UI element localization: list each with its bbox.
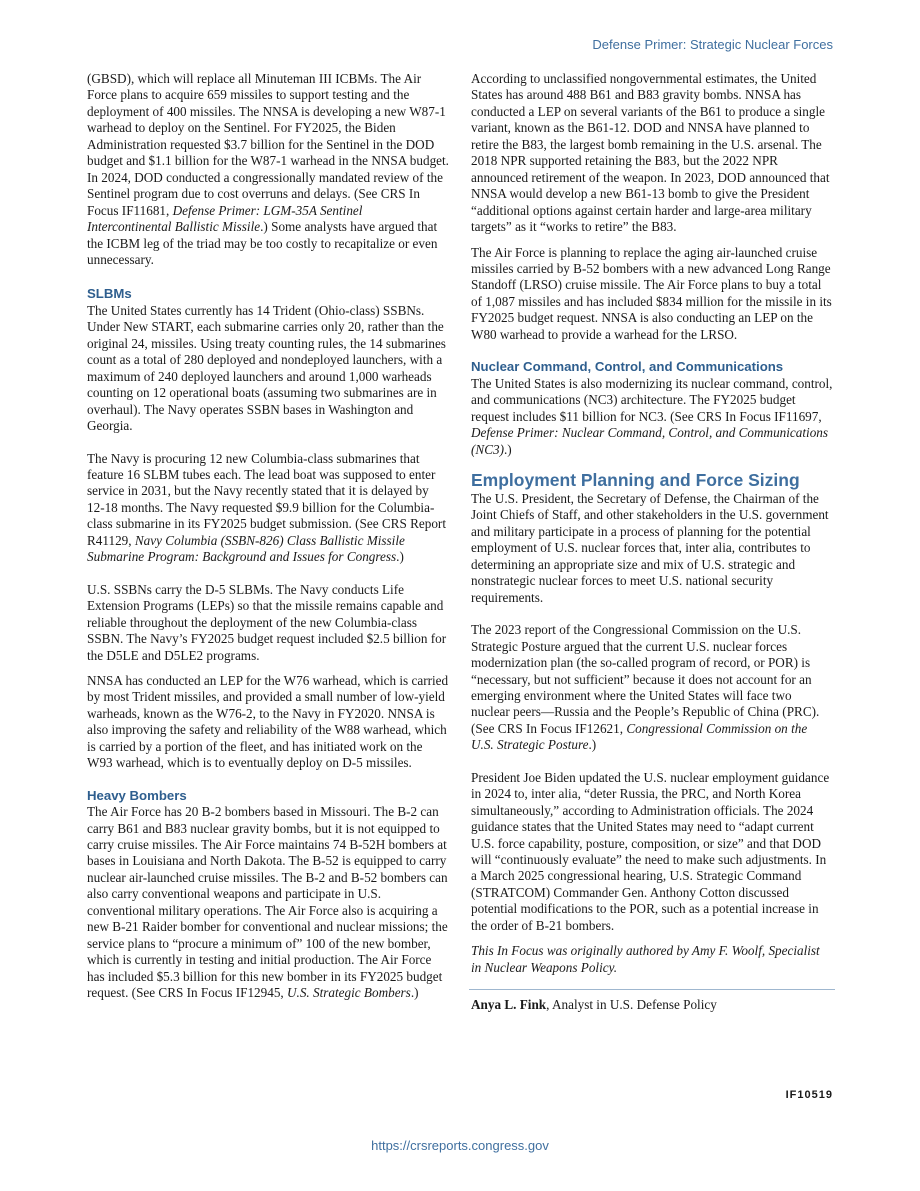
running-header-title: Defense Primer: Strategic Nuclear Forces bbox=[592, 37, 833, 52]
left-column bbox=[87, 71, 449, 1011]
paragraph-gravity-bombs: According to unclassified nongovernmental estimates, the United States has around 488 B61 and B83 gravity bombs. NNSA has conducted a LEP on several variants of the B61 to produce a single variant, known as the B61-12. DOD and NNSA have planned to retire the B83, the largest bomb remaining in the U.S. arsenal. The 2018 NPR supported retaining the B83, but the 2022 NPR announced retirement of the weapon. In 2023, DOD announced that NNSA would develop a new B61-13 bomb to give the President “additional options against certain harder and large-area military targets” as it “works to retire” the B83. bbox=[471, 71, 830, 235]
section-heading-employment-planning: Employment Planning and Force Sizing bbox=[471, 469, 800, 490]
cited-title: U.S. Strategic Bombers bbox=[287, 985, 411, 1001]
paragraph-lrso: The Air Force is planning to replace the aging air-launched cruise missiles carried by B-52 bombers with a new advanced Long Range Standoff (LRSO) cruise missile. The Air Force plans to buy a total of 1,087 missiles and has included $834 million for the missile in its FY2025 budget request. NNSA is also conducting an LEP on the W80 warhead to provide a warhead for the LRSO. bbox=[471, 244, 832, 342]
section-heading-slbms: SLBMs bbox=[87, 286, 132, 302]
paragraph-bombers: The Air Force has 20 B-2 bombers based in Missouri. The B-2 can carry B61 and B83 nuclear gravity bombs, but it is not equipped to carry cruise missiles. The Air Force maintains 74 B-52H bombers at bases in Louisiana and North Dakota. The B-52 is equipped to carry nuclear air-launched cruise missiles. The B-2 and B-52 bombers can also carry conventional weapons and participate in U.S. conventional military operations. The Air Force also is acquiring a new B-21 Raider bomber for conventional and nuclear missions; the service plans to “procure a minimum of” 100 of the new bomber, which is currently in testing and initial production. The Air Force has included $5.3 billion for this new bomber in its FY2025 budget request. (See CRS In Focus IF12945, U.S. Strategic Bombers.) bbox=[87, 804, 448, 1001]
authorship-note: This In Focus was originally authored by Amy F. Woolf, Specialist in Nuclear Weapons Policy. bbox=[471, 943, 820, 975]
paragraph-gbsd: (GBSD), which will replace all Minuteman III ICBMs. The Air Force plans to acquire 659 missiles to support testing and the deployment of 400 missiles. The NNSA is developing a new W87-1 warhead to deploy on the Sentinel. For FY2025, the Biden Administration requested $3.7 billion for the Sentinel in the DOD budget and $1.1 billion for the W87-1 warhead in the NNSA budget. In 2024, DOD conducted a congressionally mandated review of the Sentinel program due to cost overruns and delays. (See CRS In Focus IF11681, Defense Primer: LGM-35A Sentinel Intercontinental Ballistic Missile.) Some analysts have argued that the ICBM leg of the triad may be too costly to recapitalize or even unnecessary. bbox=[87, 71, 449, 267]
paragraph-commission: The 2023 report of the Congressional Commission on the U.S. Strategic Posture argued that the current U.S. nuclear forces modernization plan (the so-called program of record, or POR) is “necessary, but not sufficient” because it does not account for an emerging environment where the United States will face two nuclear peers—Russia and the People’s Republic of China (PRC). (See CRS In Focus IF12621, Congressional Commission on the U.S. Strategic Posture.) bbox=[471, 622, 820, 753]
paragraph-planning-process: The U.S. President, the Secretary of Defense, the Chairman of the Joint Chiefs of Staff, and other stakeholders in the U.S. government and military participate in a process of planning for the potential employment of U.S. nuclear forces that, inter alia, contributes to determining an appropriate size and mix of U.S. strategic and nonstrategic nuclear forces to meet U.S. national security requirements. bbox=[471, 490, 829, 605]
paragraph-employment-guidance: President Joe Biden updated the U.S. nuclear employment guidance in 2024 to, inter alia, “deter Russia, the PRC, and North Korea simultaneously,” according to Administration officials. The 2024 guidance states that the United States may need to “adapt current U.S. force capability, posture, composition, or size” and that DOD will “continuously evaluate” the need to make such adjustments. In a March 2025 congressional hearing, U.S. Strategic Command (STRATCOM) Commander Gen. Anthony Cotton discussed potential modifications to the POR, such as a potential increase in the order of B-21 bombers. bbox=[471, 769, 830, 933]
section-heading-nc3: Nuclear Command, Control, and Communications bbox=[471, 359, 784, 375]
author-name: Anya L. Fink bbox=[471, 997, 547, 1013]
document-id: IF10519 bbox=[785, 1089, 833, 1101]
paragraph-w76: NNSA has conducted an LEP for the W76 warhead, which is carried by most Trident missiles, and provided a small number of low-yield warheads, known as the W76-2, to the Navy in FY2020. NNSA is also improving the safety and reliability of the W88 warhead, which is carried by a portion of the fleet, and has initiated work on the W93 warhead, which is to eventually deploy on D-5 missiles. bbox=[87, 672, 449, 771]
cited-title: Congressional Commission on the U.S. Strategic Posture bbox=[471, 720, 808, 753]
author-divider bbox=[469, 989, 835, 990]
cited-title: Defense Primer: LGM-35A Sentinel Intercontinental Ballistic Missile bbox=[87, 202, 363, 235]
right-column bbox=[471, 71, 833, 1023]
author-line: Anya L. Fink, Analyst in U.S. Defense Policy bbox=[471, 997, 717, 1013]
cited-title: Defense Primer: Nuclear Command, Control, and Communications (NC3) bbox=[471, 425, 829, 457]
section-heading-heavy-bombers: Heavy Bombers bbox=[87, 787, 187, 803]
paragraph-nc3: The United States is also modernizing its nuclear command, control, and communications (NC3) architecture. The FY2025 budget request includes $11 billion for NC3. (See CRS In Focus IF11697, Defense Primer: Nuclear Command, Control, and Communications (NC3).) bbox=[471, 375, 833, 457]
cited-title: Navy Columbia (SSBN-826) Class Ballistic Missile Submarine Program: Background and Issues for Congress bbox=[87, 532, 405, 565]
paragraph-columbia: The Navy is procuring 12 new Columbia-class submarines that feature 16 SLBM tubes each. The lead boat was supposed to enter service in 2031, but the Navy recently stated that it is delayed by 12-18 months. The Navy requested $9.9 billion for the Columbia-class submarine in its FY2025 budget submission. (See CRS Report R41129, Navy Columbia (SSBN-826) Class Ballistic Missile Submarine Program: Background and Issues for Congress.) bbox=[87, 450, 446, 565]
paragraph-trident: The United States currently has 14 Trident (Ohio-class) SSBNs. Under New START, each submarine carries only 20, rather than the original 24, missiles. Using treaty counting rules, the 14 submarines count as a total of 280 deployed and nondeployed launchers, with a maximum of 240 deployed launchers and around 1,000 warheads counting on 12 operational boats (assuming two submarines are in overhaul). The Navy operates SSBN bases in Washington and Georgia. bbox=[87, 302, 446, 434]
footer-url-link[interactable]: https://crsreports.congress.gov bbox=[371, 1138, 549, 1153]
paragraph-d5: U.S. SSBNs carry the D-5 SLBMs. The Navy conducts Life Extension Programs (LEPs) so that the missile remains capable and reliable throughout the deployment of the new Columbia-class SSBN. The Navy’s FY2025 budget request included $2.5 billion for the D5LE and D5LE2 programs. bbox=[87, 581, 447, 663]
